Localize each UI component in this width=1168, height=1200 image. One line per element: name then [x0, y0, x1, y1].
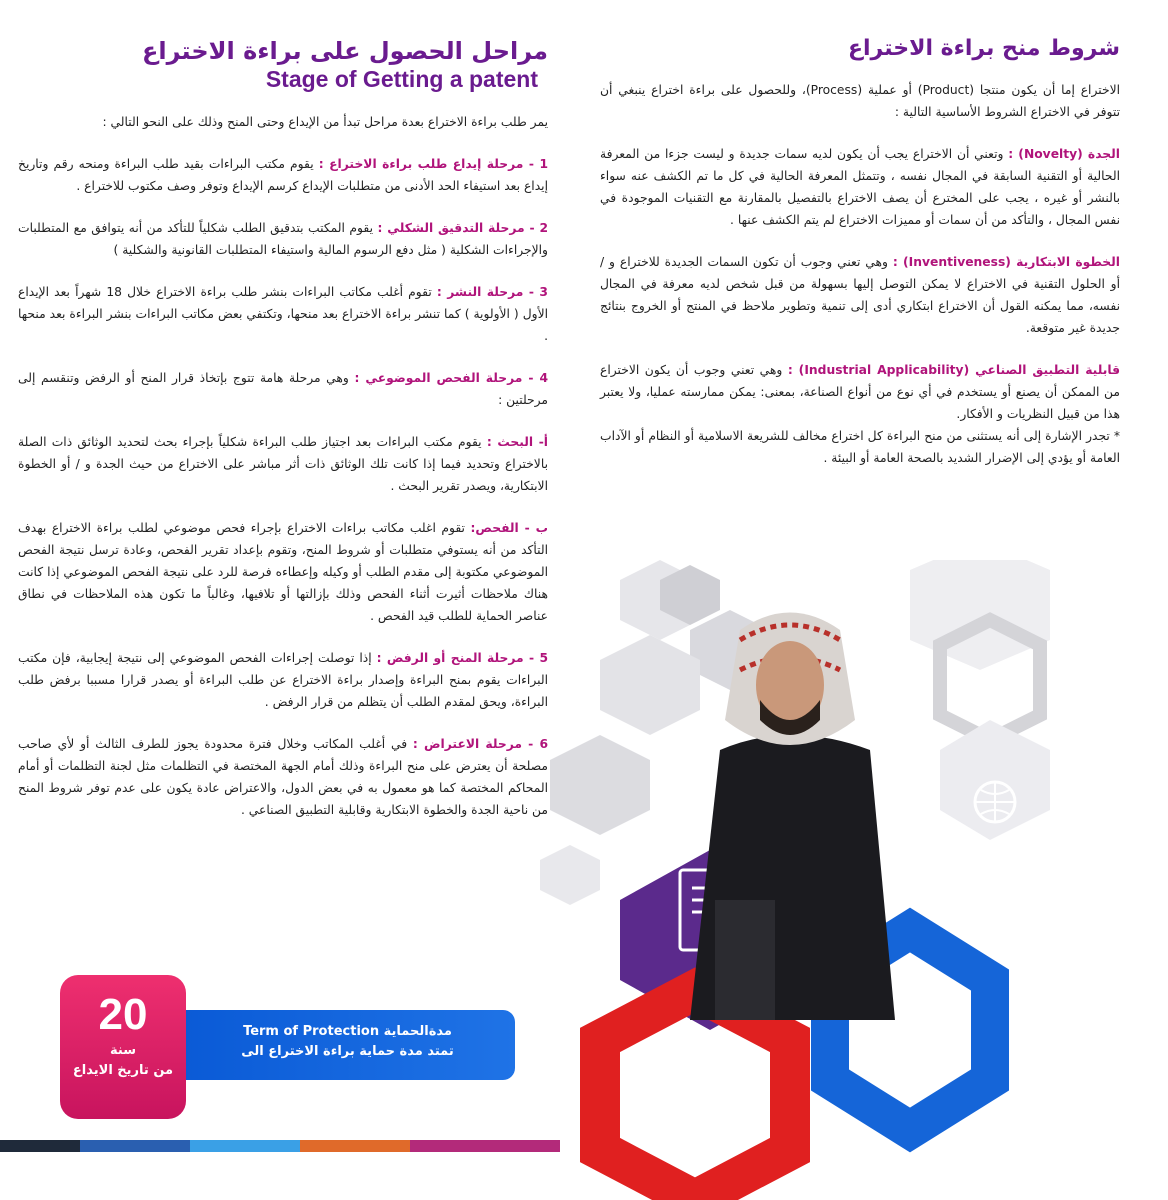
stages-title-en: Stage of Getting a patent: [265, 66, 538, 92]
stage-6: 6 - مرحلة الاعتراض : في أغلب المكاتب وخلال فترة محدودة يجوز للطرف الثالث أو لأي صاحب مصلحة أن يعترض على منح البراءة وذلك أمام الجهة المختصة في التظلمات مثل لجنة التظلمات أو أمام المحاكم المختصة كما هو معمول به في بعض الدول، والاعتراض عادة يكون على عدم توفر شروط المنح من ناحية الجدة والخطوة الابتكارية وقابلية التطبيق الصناعي .: [18, 737, 549, 817]
conditions-title: شروط منح براءة الاختراع: [847, 36, 1120, 61]
conditions-intro: الاختراع إما أن يكون منتجا (Product) أو عملية (Process)، وللحصول على براءة اختراع ينبغي أن تتوفر في الاختراع الشروط الأساسية التالية :: [600, 83, 1120, 119]
stage-4: 4 - مرحلة الفحص الموضوعي : وهي مرحلة هامة تتوج بإتخاذ قرار المنح أو الرفض وتنقسم إلى مرحلتين :: [18, 371, 548, 407]
term-of-protection-bar: [180, 1010, 515, 1080]
condition-industrial: قابلية التطبيق الصناعي (Industrial Applicability) : وهي تعني وجوب أن يكون الاختراع من الممكن أن يصنع أو يستخدم في أي نوع من أنواع الصناعة، بمعنى: يمكن ممارسته عمليا، ولا يعتبر هذا من قبيل النظريات و الأفكار.: [600, 363, 1121, 421]
stages-intro: يمر طلب براءة الاختراع بعدة مراحل تبدأ من الإيداع وحتى المنح وذلك على النحو التالي :: [102, 115, 548, 129]
stage-4b-examination: ب - الفحص: تقوم اغلب مكاتب براءات الاختراع بإجراء فحص موضوعي لطلب براءة الاختراع بهدف التأكد من أنه يستوفي متطلبات أو شروط المنح، وتقوم بإعداد تقرير الفحص، وعادة ترسل نتيجة الفحص الموضوعي مكتوبة إلى مقدم الطلب أو وكيله وإعطاءه فرصة للرد على نتيجة الفحص الموضوعي إذا كانت هناك ملاحظات أثيرت أثناء الفحص وذلك بإزالتها أو تلافيها، وغالباً ما تكون هذه الملاحظات في نطاق عناصر الحماية للطلب قيد الفحص .: [18, 521, 549, 623]
term-bar-title: مدةالحماية Term of Protection: [243, 1024, 452, 1039]
patent-conditions-column: [600, 36, 1120, 469]
condition-novelty: الجدة (Novelty) : وتعني أن الاختراع يجب أن يكون لديه سمات جديدة و ليست جزءا من المعرفة الحالية أو التقنية السابقة في المجال نفسه ، وتتمثل المعرفة الحالية في كل ما تم الكشف عنه سواء بالنشر أو غيره ، يجب على المخترع أن يصف الاختراع بالتفصيل بالمقارنة مع التقنيات الموجودة في نفس المجال ، والتأكد من أن سمات أو مميزات الاختراع لم يتم الكشف عنها .: [600, 147, 1120, 227]
bottom-color-strip: [0, 1140, 560, 1152]
term-years-number: 20: [98, 990, 148, 1039]
stage-4a-search: أ- البحث : يقوم مكتب البراءات بعد اجتياز طلب البراءة شكلياً بإجراء بحث لتحديد الوثائق ذات الصلة بالاختراع وتحديد فيما إذا كانت تلك الوثائق ذات أثر مباشر على الاختراع من حيث الجدة و / أو الخطوة الابتكارية، ويصدر تقرير البحث .: [18, 435, 549, 493]
conditions-note: * تجدر الإشارة إلى أنه يستثنى من منح البراءة كل اختراع مخالف للشريعة الاسلامية أو النظام أو الآداب العامة أو يؤدي إلى الإضرار الشديد بالصحة العامة أو البيئة .: [600, 429, 1120, 465]
term-years-unit: سنة: [110, 1043, 136, 1058]
term-bar-description: تمتد مدة حماية براءة الاختراع الى: [241, 1044, 454, 1059]
man-portrait-image: [680, 600, 900, 1020]
stage-5: 5 - مرحلة المنح أو الرفض : إذا توصلت إجراءات الفحص الموضوعي إلى نتيجة إيجابية، فإن مكتب البراءات يقوم بمنح البراءة وإصدار براءة الاختراع عن طلب البراءة أو يصدر قرارا مسببا برفض طلب البراءة، ويحق لمقدم الطلب أن يتظلم من قرار الرفض .: [18, 651, 548, 709]
stage-1: 1 - مرحلة إيداع طلب براءة الاختراع : يقوم مكتب البراءات بقيد طلب البراءة ومنحه رقم وتاريخ إيداع بعد استيفاء الحد الأدنى من متطلبات الإيداع كرسم الإيداع وتوفر وصف مكتوب للاختراع .: [18, 157, 548, 193]
stage-2: 2 - مرحلة التدقيق الشكلي : يقوم المكتب بتدقيق الطلب شكلياً للتأكد من أنه يتوافق مع المتطلبات والإجراءات الشكلية ( مثل دفع الرسوم المالية واستيفاء المتطلبات القانونية والشكلية ): [18, 221, 548, 257]
condition-inventiveness: الخطوة الابتكارية (Inventiveness) : وهي تعني وجوب أن تكون السمات الجديدة للاختراع و / أو الحلول التقنية في الاختراع لا يمكن التوصل إليها بسهولة من قبل شخص لديه معرفة في المجال نفسه، مما يمكنه القول أن الاختراع ابتكاري أدى إلى تنمية وتطوير ملاحظ في المنتج أو الخروج بنتائج جديدة غير متوقعة.: [600, 255, 1120, 335]
patent-stages-column: [18, 36, 548, 821]
stages-title-ar: مراحل الحصول على براءة الاختراع: [141, 37, 548, 65]
stage-3: 3 - مرحلة النشر : تقوم أغلب مكاتب البراءات بنشر طلب براءة الاختراع خلال 18 شهراً بعد الإيداع الأول ( الأولوية ) كما تنشر براءة الاختراع بعد منحها، وتكتفي بعض مكاتب البراءات بنشر البراءة بعد منحها .: [18, 285, 548, 343]
term-years-from: من تاريخ الايداع: [72, 1063, 174, 1078]
term-years-box: [60, 975, 186, 1119]
